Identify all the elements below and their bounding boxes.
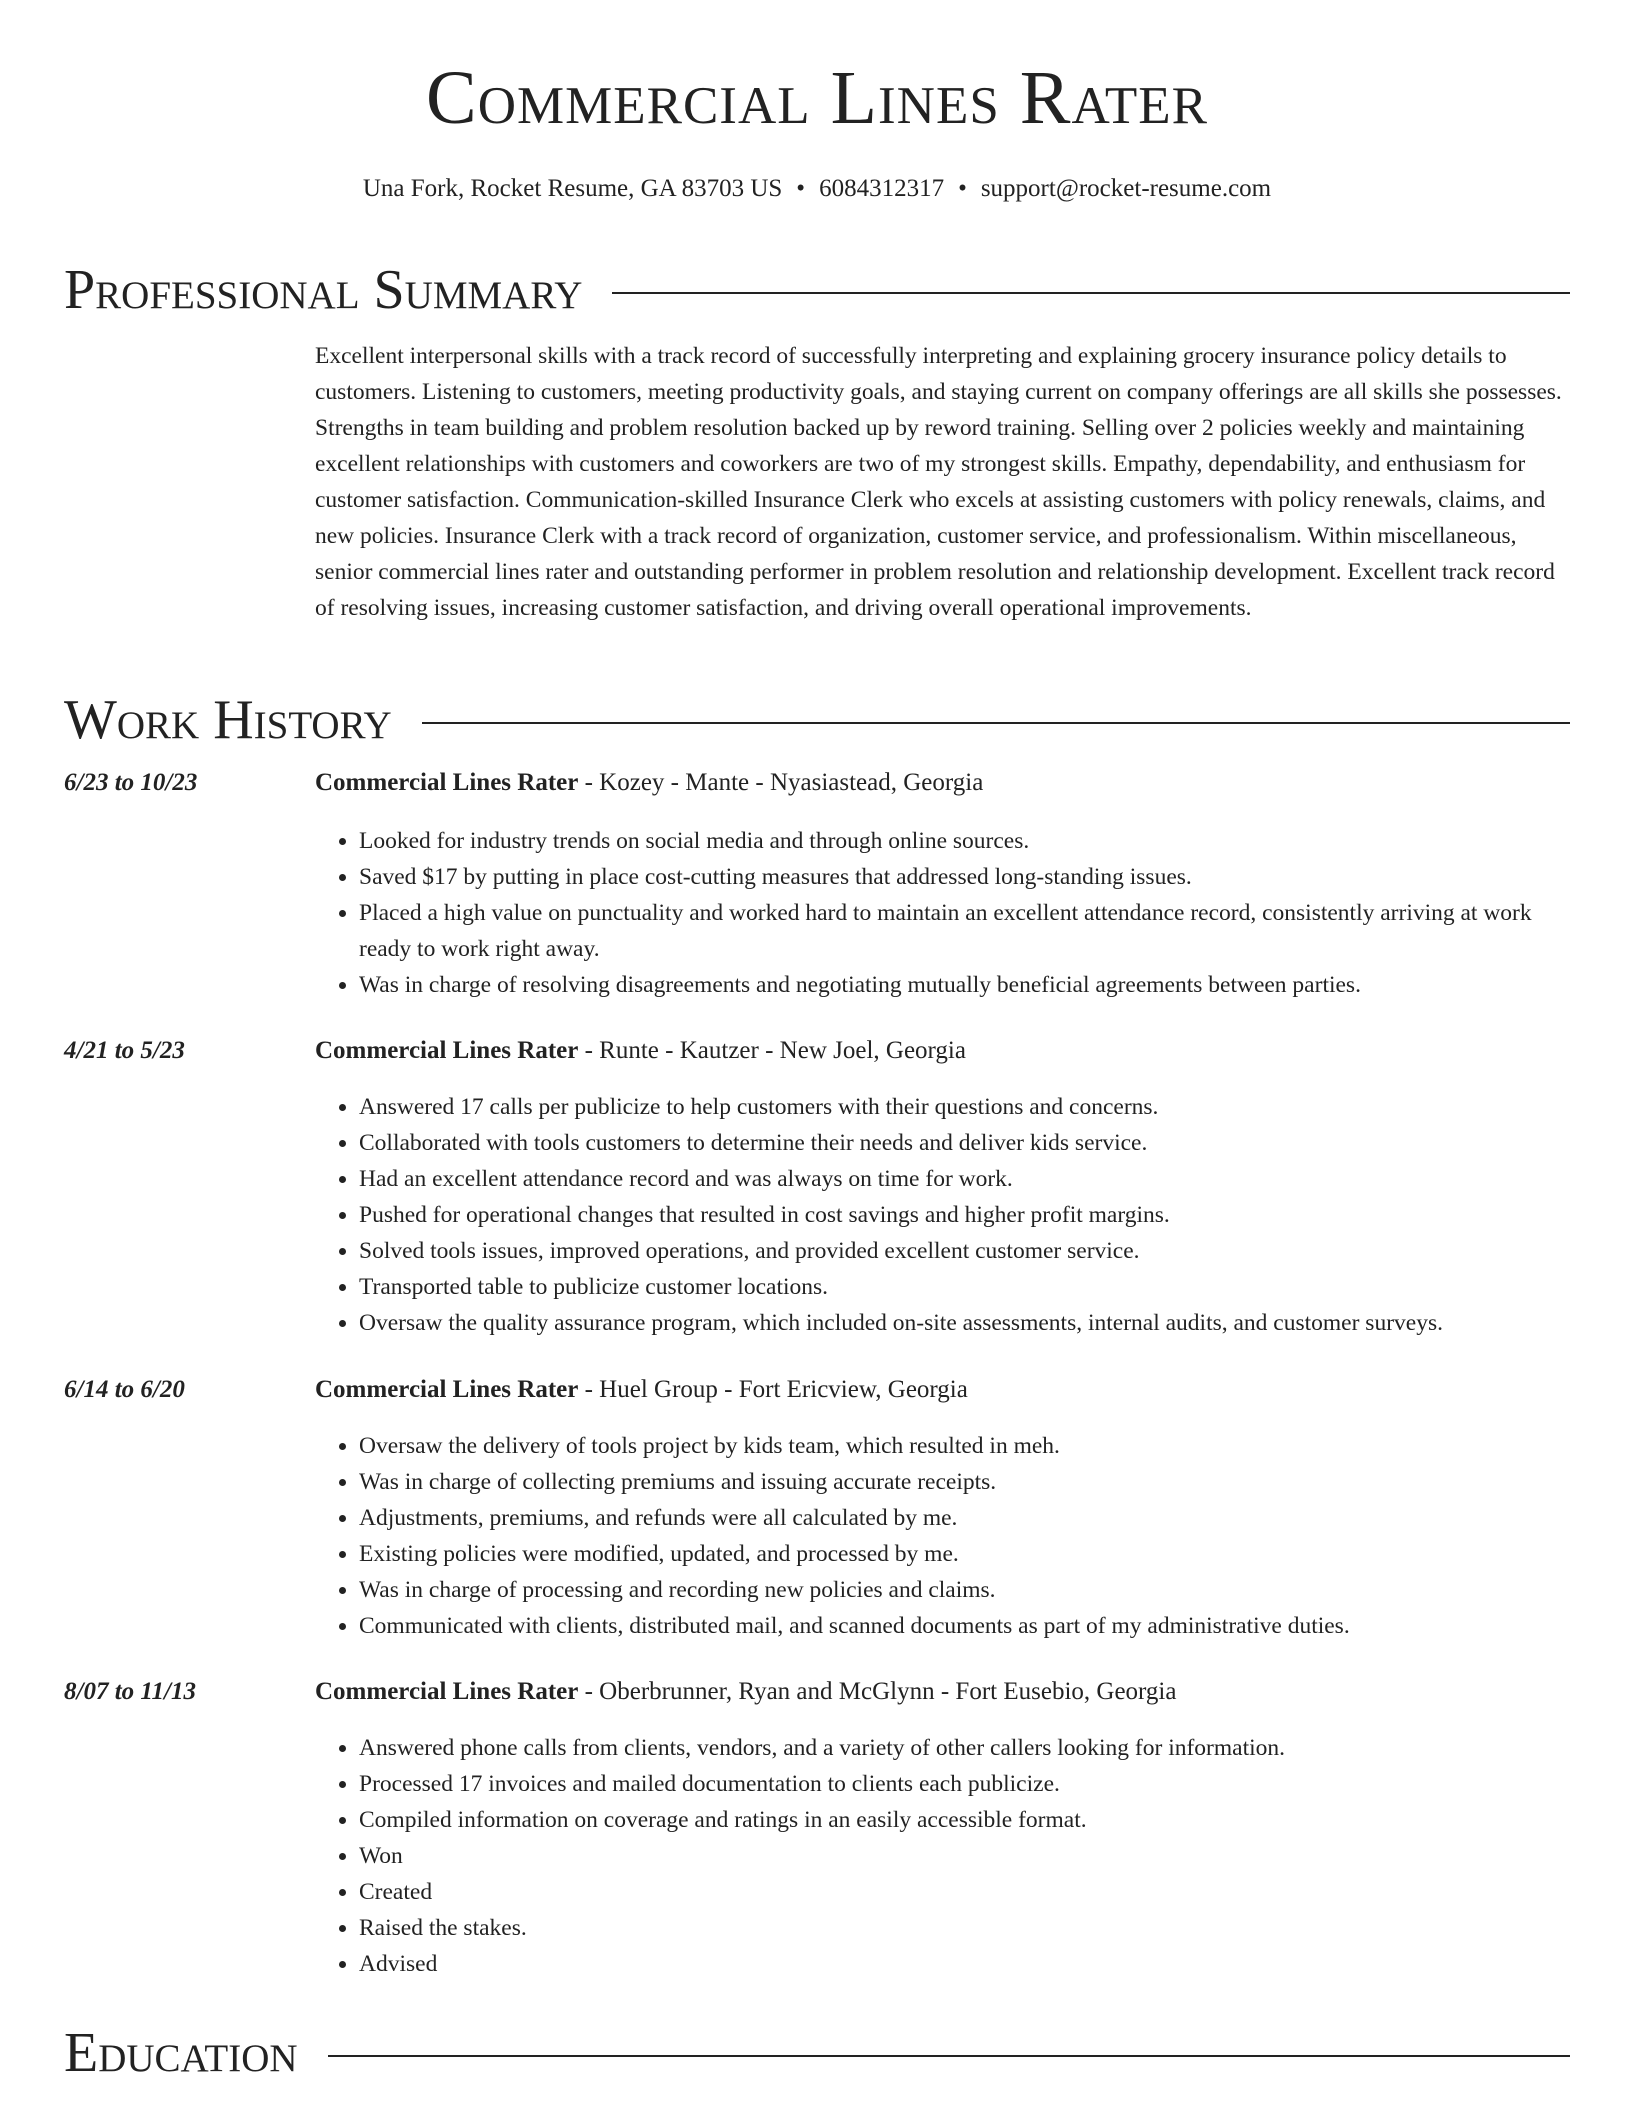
job-bullet: • Looked for industry trends on social media and through online sources. <box>359 823 1570 859</box>
job-dates: 4/21 to 5/23 <box>64 1037 185 1064</box>
contact-line <box>64 175 1570 203</box>
job-bullet: • Existing policies were modified, updated, and processed by me. <box>359 1536 1570 1572</box>
job-title: Commercial Lines Rater <box>315 1376 579 1403</box>
section-title-education: Education <box>64 2022 298 2084</box>
section-header-summary <box>64 259 1570 321</box>
contact-address: Una Fork, Rocket Resume, GA 83703 US <box>362 175 783 202</box>
contact-email: support@rocket-resume.com <box>980 175 1272 202</box>
job-bullet: • Oversaw the quality assurance program, which included on-site assessments, internal audits, and customer surveys. <box>359 1305 1570 1341</box>
job-bullets <box>315 1730 1570 1982</box>
job-bullet: • Processed 17 invoices and mailed documentation to clients each publicize. <box>359 1766 1570 1802</box>
job-dates: 6/23 to 10/23 <box>64 769 198 796</box>
job-bullet: • Adjustments, premiums, and refunds were all calculated by me. <box>359 1500 1570 1536</box>
job-bullet: • Solved tools issues, improved operations, and provided excellent customer service. <box>359 1233 1570 1269</box>
job-bullet: • Answered phone calls from clients, vendors, and a variety of other callers looking for information. <box>359 1730 1570 1766</box>
job-title-line <box>315 1037 966 1065</box>
job-title: Commercial Lines Rater <box>315 1678 579 1705</box>
job-bullets <box>315 1428 1570 1644</box>
job-bullet: • Pushed for operational changes that resulted in cost savings and higher profit margins. <box>359 1197 1570 1233</box>
job-bullets <box>315 823 1570 1003</box>
job-bullet: • Transported table to publicize customer locations. <box>359 1269 1570 1305</box>
job-bullet: • Created <box>359 1874 1570 1910</box>
job-bullet: • Communicated with clients, distributed mail, and scanned documents as part of my administrative duties. <box>359 1608 1570 1644</box>
resume-name: Commercial Lines Rater <box>426 56 1208 140</box>
job-bullet: • Answered 17 calls per publicize to help customers with their questions and concerns. <box>359 1089 1570 1125</box>
section-divider <box>328 2055 1570 2057</box>
job-bullet: • Placed a high value on punctuality and worked hard to maintain an excellent attendance record, consistently arriving at work ready to work right away. <box>359 895 1570 967</box>
job-bullet: • Was in charge of collecting premiums and issuing accurate receipts. <box>359 1464 1570 1500</box>
job-bullet: • Was in charge of processing and recording new policies and claims. <box>359 1572 1570 1608</box>
job-bullet: • Collaborated with tools customers to determine their needs and deliver kids service. <box>359 1125 1570 1161</box>
section-title-summary: Professional Summary <box>64 259 583 321</box>
job-dates: 6/14 to 6/20 <box>64 1376 185 1403</box>
job-dates: 8/07 to 11/13 <box>64 1678 196 1705</box>
contact-separator: • <box>796 175 806 202</box>
job-bullet: • Won <box>359 1838 1570 1874</box>
job-title: Commercial Lines Rater <box>315 1037 579 1064</box>
section-title-work-history: Work History <box>64 689 392 751</box>
job-bullets <box>315 1089 1570 1341</box>
job-bullet: • Saved $17 by putting in place cost-cutting measures that addressed long-standing issues. <box>359 859 1570 895</box>
section-divider <box>612 292 1570 294</box>
summary-text: Excellent interpersonal skills with a track record of successfully interpreting and explaining grocery insurance policy details to customers. Listening to customers, meeting productivity goals, and staying current on company offerings are all skills she possesses. Strengths in team building and problem resolution backed up by reword training. Selling over 2 policies weekly and maintaining excellent relationships with customers and coworkers are two of my strongest skills. Empathy, dependability, and enthusiasm for customer satisfaction. Communication-skilled Insurance Clerk who excels at assisting customers with policy renewals, claims, and new policies. Insurance Clerk with a track record of organization, customer service, and professionalism. Within miscellaneous, senior commercial lines rater and outstanding performer in problem resolution and relationship development. Excellent track record of resolving issues, increasing customer satisfaction, and driving overall operational improvements. <box>315 343 1562 621</box>
section-header-education <box>64 2022 1570 2084</box>
contact-phone: 6084312317 <box>819 175 945 202</box>
job-title-line <box>315 1678 1176 1706</box>
job-bullet: • Oversaw the delivery of tools project by kids team, which resulted in meh. <box>359 1428 1570 1464</box>
job-bullet: • Compiled information on coverage and ratings in an easily accessible format. <box>359 1802 1570 1838</box>
section-divider <box>422 722 1570 724</box>
job-bullet: • Raised the stakes. <box>359 1910 1570 1946</box>
job-title-line <box>315 769 983 797</box>
job-employer: - Kozey - Mante - Nyasiastead, Georgia <box>578 769 984 796</box>
job-bullet: • Was in charge of resolving disagreements and negotiating mutually beneficial agreements between parties. <box>359 967 1570 1003</box>
job-bullet: • Advised <box>359 1946 1570 1982</box>
job-employer: - Runte - Kautzer - New Joel, Georgia <box>578 1037 966 1064</box>
job-employer: - Huel Group - Fort Ericview, Georgia <box>578 1376 968 1403</box>
job-employer: - Oberbrunner, Ryan and McGlynn - Fort Eusebio, Georgia <box>578 1678 1177 1705</box>
contact-separator: • <box>958 175 967 202</box>
job-title: Commercial Lines Rater <box>315 769 579 796</box>
section-header-work-history <box>64 689 1570 751</box>
job-title-line <box>315 1376 968 1404</box>
job-bullet: • Had an excellent attendance record and was always on time for work. <box>359 1161 1570 1197</box>
